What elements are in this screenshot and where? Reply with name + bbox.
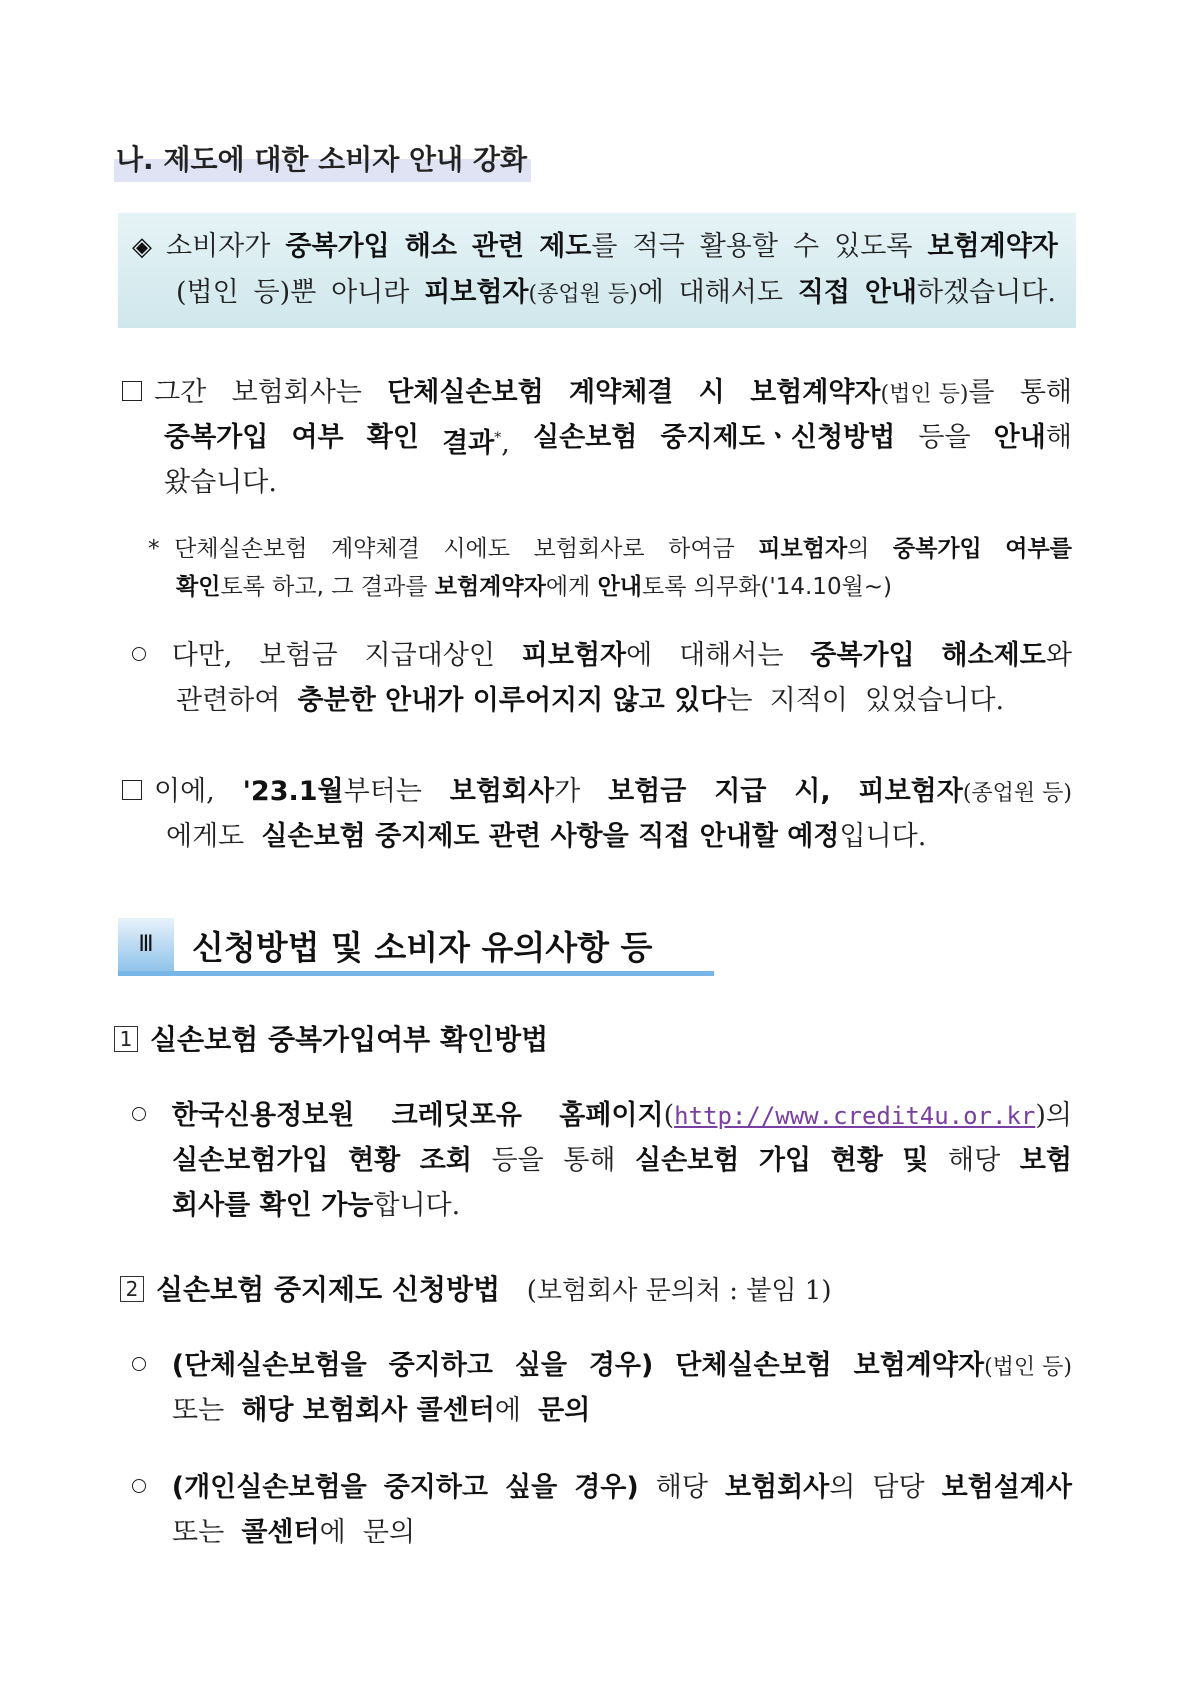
text-span: 에 bbox=[319, 1517, 346, 1548]
text-span: (단체실손보험을 bbox=[171, 1350, 367, 1381]
subsection-2-heading bbox=[120, 1272, 831, 1309]
text-span: 통해 bbox=[563, 1145, 616, 1176]
text-span: 피보험자 bbox=[858, 776, 963, 807]
text-span: 및 bbox=[902, 1145, 929, 1176]
summary-line-2 bbox=[176, 275, 1056, 313]
text-span: 대해서도 bbox=[678, 277, 783, 308]
text-span: 대해서는 bbox=[679, 640, 784, 671]
text-span: 시, bbox=[794, 776, 831, 807]
text-span: 여부 bbox=[291, 422, 344, 453]
square-bullet-icon bbox=[122, 780, 142, 800]
text-span: 중지하고 bbox=[388, 1350, 493, 1381]
subsection-2-title: 실손보험 중지제도 신청방법 bbox=[156, 1273, 501, 1306]
text-span: 안내 bbox=[864, 277, 917, 308]
text-span: 의 bbox=[1045, 1100, 1072, 1131]
text-span: 해소 bbox=[404, 231, 457, 262]
bullet1-line-2 bbox=[176, 683, 1004, 719]
text-span: 확인 bbox=[176, 574, 221, 600]
text-span: 중복가입 bbox=[810, 640, 915, 671]
bullet4-line-1 bbox=[132, 1470, 1072, 1506]
text-span: 조회 bbox=[419, 1145, 472, 1176]
section-heading: 나. 제도에 대한 소비자 안내 강화 bbox=[114, 136, 531, 182]
text-span: 해당 bbox=[655, 1472, 708, 1503]
text-span: 해소제도 bbox=[941, 640, 1046, 671]
text-span: 단체실손보험 bbox=[174, 536, 308, 562]
text-span: 통해 bbox=[1019, 377, 1072, 408]
circle-bullet-icon bbox=[132, 1479, 146, 1493]
para1-line-1 bbox=[122, 375, 1072, 413]
text-span: 지적이 bbox=[769, 685, 848, 716]
text-span: 중복가입 bbox=[164, 422, 269, 453]
text-span: 보험계약자 bbox=[927, 231, 1058, 262]
text-span: 단체실손보험 bbox=[387, 377, 544, 408]
text-span: 와 bbox=[1045, 640, 1072, 671]
text-span: 충분한 안내가 이루어지지 않고 있다 bbox=[297, 685, 727, 716]
para2-line-1 bbox=[122, 774, 1072, 812]
text-span: 실손보험가입 bbox=[172, 1145, 329, 1176]
circle-bullet-icon bbox=[132, 1357, 146, 1371]
credit4u-link[interactable]: http://www.credit4u.or.kr bbox=[674, 1102, 1036, 1130]
bullet2-line-3 bbox=[172, 1188, 460, 1224]
text-span: (개인실손보험을 bbox=[171, 1472, 367, 1503]
text-span: (종업원 등) bbox=[962, 781, 1072, 806]
para1-line-2 bbox=[164, 420, 1072, 462]
text-span: 피보험자 bbox=[758, 536, 848, 562]
text-span: 보험계약자 bbox=[434, 574, 546, 600]
text-span: 중복가입 bbox=[892, 536, 982, 562]
subsection-1-heading bbox=[114, 1022, 548, 1058]
text-span: 보험금 bbox=[608, 776, 687, 807]
note-line-1 bbox=[148, 532, 1072, 566]
circle-bullet-icon bbox=[132, 1107, 146, 1121]
bullet2-line-1 bbox=[132, 1098, 1072, 1134]
text-span: 회사를 확인 가능 bbox=[172, 1190, 374, 1221]
text-span: 해당 보험회사 콜센터 bbox=[241, 1395, 495, 1426]
text-span: (법인 등) bbox=[984, 1355, 1072, 1380]
subsection-2-note: (보험회사 문의처 : 붙임 1) bbox=[526, 1276, 832, 1306]
text-span: 있었습니다. bbox=[865, 685, 1005, 716]
text-span: 관련하여 bbox=[176, 685, 281, 716]
text-span: 에게도 bbox=[166, 821, 245, 852]
square-bullet-icon bbox=[122, 381, 142, 401]
text-span: 아니라 bbox=[331, 277, 410, 308]
text-span: 합니다. bbox=[373, 1190, 461, 1221]
text-span: 보험 bbox=[1019, 1145, 1072, 1176]
text-span: 보험설계사 bbox=[941, 1472, 1072, 1503]
text-span: 피보험자 bbox=[521, 640, 627, 671]
text-span: 계약체결 bbox=[569, 377, 674, 408]
text-span: 현황 bbox=[830, 1145, 883, 1176]
section-number-badge: Ⅲ bbox=[118, 918, 174, 972]
text-span: 보험회사는 bbox=[231, 377, 362, 408]
text-span: 에 bbox=[626, 640, 653, 671]
note-mark: * bbox=[148, 536, 160, 562]
text-span: 중지하고 bbox=[383, 1472, 489, 1503]
text-span: 단체실손보험 bbox=[675, 1350, 832, 1381]
text-span: 보험회사로 bbox=[533, 536, 645, 562]
bullet2-line-2 bbox=[172, 1143, 1072, 1179]
text-span: 중지제도ㆍ신청방법 bbox=[660, 422, 896, 453]
text-span: 다만, bbox=[171, 640, 233, 671]
text-span: 해 bbox=[1045, 422, 1072, 453]
section-3-heading bbox=[118, 918, 714, 974]
text-span: 확인 bbox=[366, 422, 419, 453]
summary-line-1 bbox=[132, 229, 1058, 265]
text-span: 안내 bbox=[597, 574, 643, 600]
text-span: 적극 bbox=[632, 231, 685, 262]
text-span: 가 bbox=[554, 776, 581, 807]
number-box: 2 bbox=[120, 1276, 144, 1302]
text-span: 등)뿐 bbox=[253, 277, 317, 308]
text-span: 해당 bbox=[948, 1145, 1001, 1176]
text-span: 있도록 bbox=[834, 231, 913, 262]
text-span: 에게 bbox=[545, 574, 591, 600]
text-span: 계약체결 bbox=[330, 536, 420, 562]
text-span: 홈페이지 bbox=[559, 1100, 664, 1131]
text-span: 피보험자 bbox=[424, 277, 529, 308]
para2-line-2 bbox=[166, 819, 926, 855]
text-span: 토록 의무화('14.10월~) bbox=[642, 574, 893, 600]
text-span: 활용할 bbox=[699, 231, 778, 262]
text-span: ) bbox=[1035, 1100, 1046, 1131]
text-span: 실손보험 bbox=[533, 422, 638, 453]
text-span: 실손보험 bbox=[635, 1145, 740, 1176]
text-span: 보험회사 bbox=[724, 1472, 830, 1503]
text-span: 싶을 bbox=[505, 1472, 558, 1503]
text-span: 그간 bbox=[154, 377, 207, 408]
text-span: 시에도 bbox=[443, 536, 510, 562]
text-span: (종업원 등) bbox=[528, 282, 638, 307]
text-span: 를 bbox=[591, 231, 618, 262]
summary-box bbox=[118, 213, 1076, 328]
text-span: 직접 bbox=[797, 277, 850, 308]
section-3-title: 신청방법 및 소비자 유의사항 등 bbox=[192, 928, 653, 967]
text-span: 의 bbox=[829, 1472, 856, 1503]
text-span: 관련 bbox=[471, 231, 525, 262]
text-span: 보험금 bbox=[259, 640, 338, 671]
text-span: 크레딧포유 bbox=[391, 1100, 522, 1131]
text-span: 현황 bbox=[348, 1145, 401, 1176]
text-span: 담당 bbox=[872, 1472, 925, 1503]
text-span: 제도 bbox=[539, 231, 592, 262]
text-span: 는 bbox=[726, 685, 753, 716]
text-span: 또는 bbox=[172, 1395, 225, 1426]
note-line-2 bbox=[176, 570, 892, 604]
text-span: 수 bbox=[793, 231, 820, 262]
text-span: 또는 bbox=[172, 1517, 225, 1548]
text-span: 에 bbox=[494, 1395, 521, 1426]
text-span: 에 bbox=[637, 277, 664, 308]
text-span: 입니다. bbox=[839, 821, 927, 852]
text-span: 안내 bbox=[993, 422, 1046, 453]
text-span: 하여금 bbox=[668, 536, 735, 562]
subsection-1-title: 실손보험 중복가입여부 확인방법 bbox=[150, 1023, 549, 1056]
text-span: 지급대상인 bbox=[364, 640, 495, 671]
text-span: 등을 bbox=[491, 1145, 544, 1176]
text-span: , bbox=[501, 428, 510, 459]
text-span: 의 bbox=[847, 536, 870, 562]
diamond-icon: ◈ bbox=[132, 232, 152, 262]
text-span: ( bbox=[663, 1100, 675, 1131]
bullet1-line-1 bbox=[132, 638, 1072, 674]
text-span: 보험회사 bbox=[449, 776, 555, 807]
text-span: 한국신용정보원 bbox=[171, 1100, 355, 1131]
circle-bullet-icon bbox=[132, 647, 146, 661]
text-span: 여부를 bbox=[1005, 536, 1072, 562]
text-span: 중복가입 bbox=[285, 231, 390, 262]
text-span: 지급 bbox=[714, 776, 767, 807]
text-span: '23.1월 bbox=[242, 776, 344, 807]
text-span: 보험계약자 bbox=[750, 377, 881, 408]
text-span: 부터는 bbox=[343, 776, 422, 807]
text-span: 보험계약자 bbox=[853, 1350, 985, 1381]
bullet3-line-2 bbox=[172, 1393, 590, 1429]
text-span: (법인 등) bbox=[880, 382, 969, 407]
text-span: 가입 bbox=[758, 1145, 812, 1176]
bullet4-line-2 bbox=[172, 1515, 415, 1551]
text-span: 이에, bbox=[154, 776, 215, 807]
text-span: 시 bbox=[698, 377, 725, 408]
text-span: 결과 bbox=[442, 428, 495, 459]
section-underline bbox=[118, 971, 714, 976]
text-span: 경우) bbox=[588, 1350, 654, 1381]
text-span: 소비자가 bbox=[166, 231, 271, 262]
number-box: 1 bbox=[114, 1026, 138, 1052]
footnote-mark: * bbox=[494, 430, 502, 446]
text-span: (법인 bbox=[176, 277, 239, 308]
text-span: 실손보험 중지제도 관련 사항을 직접 안내할 예정 bbox=[261, 821, 840, 852]
text-span: 문의 bbox=[538, 1395, 591, 1426]
bullet3-line-1 bbox=[132, 1348, 1072, 1386]
text-span: 토록 하고, 그 결과를 bbox=[220, 574, 428, 600]
text-span: 경우) bbox=[574, 1472, 639, 1503]
text-span: 싶을 bbox=[514, 1350, 567, 1381]
text-span: 하겠습니다. bbox=[916, 277, 1056, 308]
para1-line-3: 왔습니다. bbox=[164, 467, 277, 498]
text-span: 등을 bbox=[918, 422, 971, 453]
text-span: 를 bbox=[968, 377, 995, 408]
text-span: 문의 bbox=[362, 1517, 416, 1548]
text-span: 콜센터 bbox=[241, 1517, 320, 1548]
